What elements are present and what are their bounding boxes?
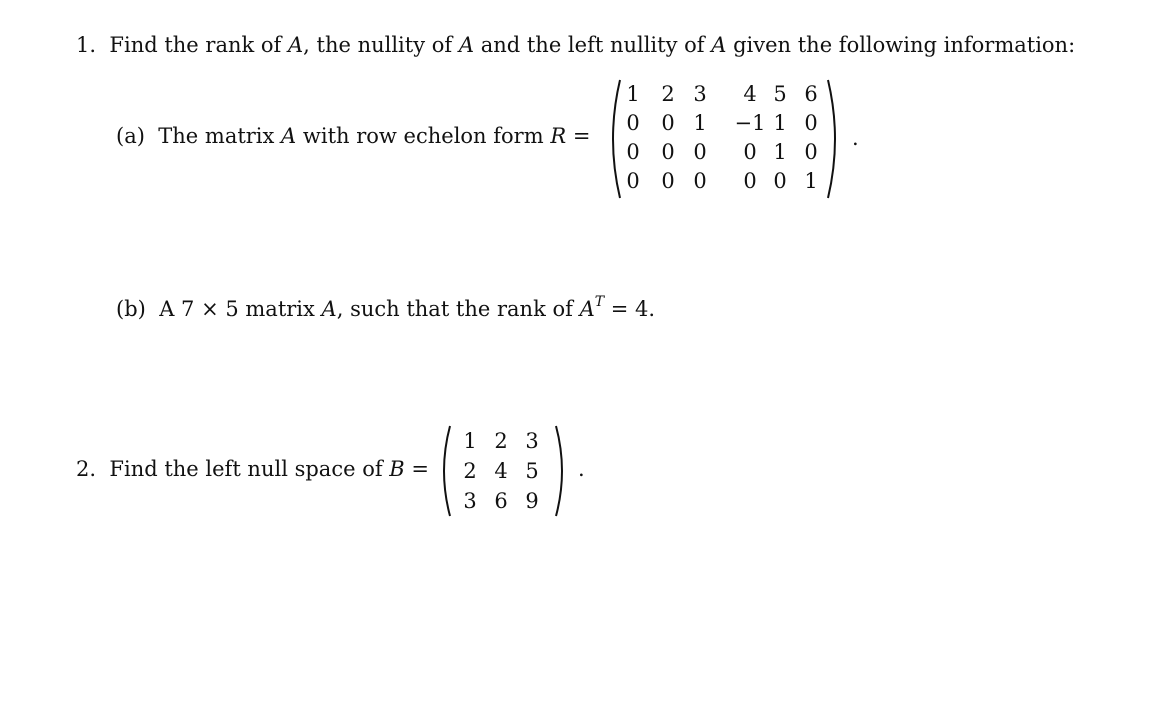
var-a: A (458, 33, 475, 57)
problem-2-statement (76, 457, 429, 481)
matrix-entry: 1 (626, 82, 640, 106)
matrix-entry: 4 (494, 459, 508, 483)
var-a: A (321, 297, 337, 321)
part-a-text-2: with row echelon form (296, 124, 551, 148)
matrix-entry: 0 (743, 169, 757, 193)
part-a-text-1: The matrix (158, 124, 282, 148)
equals-sign: = (411, 457, 430, 481)
problem-1-text-4: given the following information: (726, 33, 1076, 57)
var-a-transpose: A (579, 297, 595, 321)
matrix-entry: 0 (626, 140, 640, 164)
matrix-entry: 5 (525, 459, 539, 483)
matrix-entry: 0 (626, 169, 640, 193)
part-a-label: (a) (116, 124, 145, 148)
problem-1-text-3: and the left nullity of (474, 33, 712, 57)
matrix-entry: 1 (693, 111, 707, 135)
matrix-entry: 5 (773, 82, 787, 106)
problem-2-text: Find the left null space of (109, 457, 390, 481)
matrix-entry: 9 (525, 489, 539, 513)
matrix-entry: 3 (693, 82, 707, 106)
matrix-entry: 0 (773, 169, 787, 193)
matrix-entry: 0 (693, 169, 707, 193)
part-b-label: (b) (116, 297, 146, 321)
var-a: A (287, 33, 304, 57)
problem-1-statement (76, 33, 1075, 57)
part-b-text-1: A 7 × 5 matrix (159, 297, 322, 321)
matrix-entry: 1 (463, 429, 477, 453)
part-b-statement (116, 294, 655, 321)
transpose-superscript: T (594, 294, 605, 310)
matrix-entry: 1 (773, 111, 787, 135)
matrix-entry: 0 (661, 140, 675, 164)
right-paren (554, 424, 570, 518)
matrix-entry: 3 (525, 429, 539, 453)
matrix-entry: 0 (661, 111, 675, 135)
matrix-entry: 1 (773, 140, 787, 164)
equals-sign: = (572, 124, 591, 148)
part-b-text-3: = 4. (604, 297, 656, 321)
matrix-entry: 6 (804, 82, 818, 106)
matrix-entry: 6 (494, 489, 508, 513)
matrix-entry: 0 (661, 169, 675, 193)
var-a: A (281, 124, 297, 148)
problem-1-text-1: Find the rank of (109, 33, 288, 57)
period: . (852, 126, 859, 150)
left-paren (604, 78, 622, 200)
problem-2-number: 2. (76, 457, 97, 481)
part-b-text-2: , such that the rank of (336, 297, 580, 321)
left-paren (436, 424, 452, 518)
matrix-entry: 0 (804, 140, 818, 164)
matrix-entry: 4 (743, 82, 757, 106)
matrix-entry: 0 (804, 111, 818, 135)
period: . (578, 457, 585, 481)
matrix-entry: 0 (626, 111, 640, 135)
part-a-statement (116, 124, 590, 148)
problem-1-text-2: , the nullity of (303, 33, 459, 57)
matrix-b (436, 424, 570, 518)
matrix-entry: 2 (494, 429, 508, 453)
problem-1-number: 1. (76, 33, 97, 57)
matrix-entry: −1 (734, 111, 766, 135)
var-r: R (550, 124, 567, 148)
var-a: A (711, 33, 727, 57)
matrix-r (604, 78, 844, 200)
matrix-entry: 2 (661, 82, 675, 106)
matrix-entry: 0 (693, 140, 707, 164)
right-paren (826, 78, 844, 200)
matrix-entry: 0 (743, 140, 757, 164)
matrix-entry: 3 (463, 489, 477, 513)
var-b: B (389, 457, 405, 481)
matrix-entry: 2 (463, 459, 477, 483)
matrix-entry: 1 (804, 169, 818, 193)
